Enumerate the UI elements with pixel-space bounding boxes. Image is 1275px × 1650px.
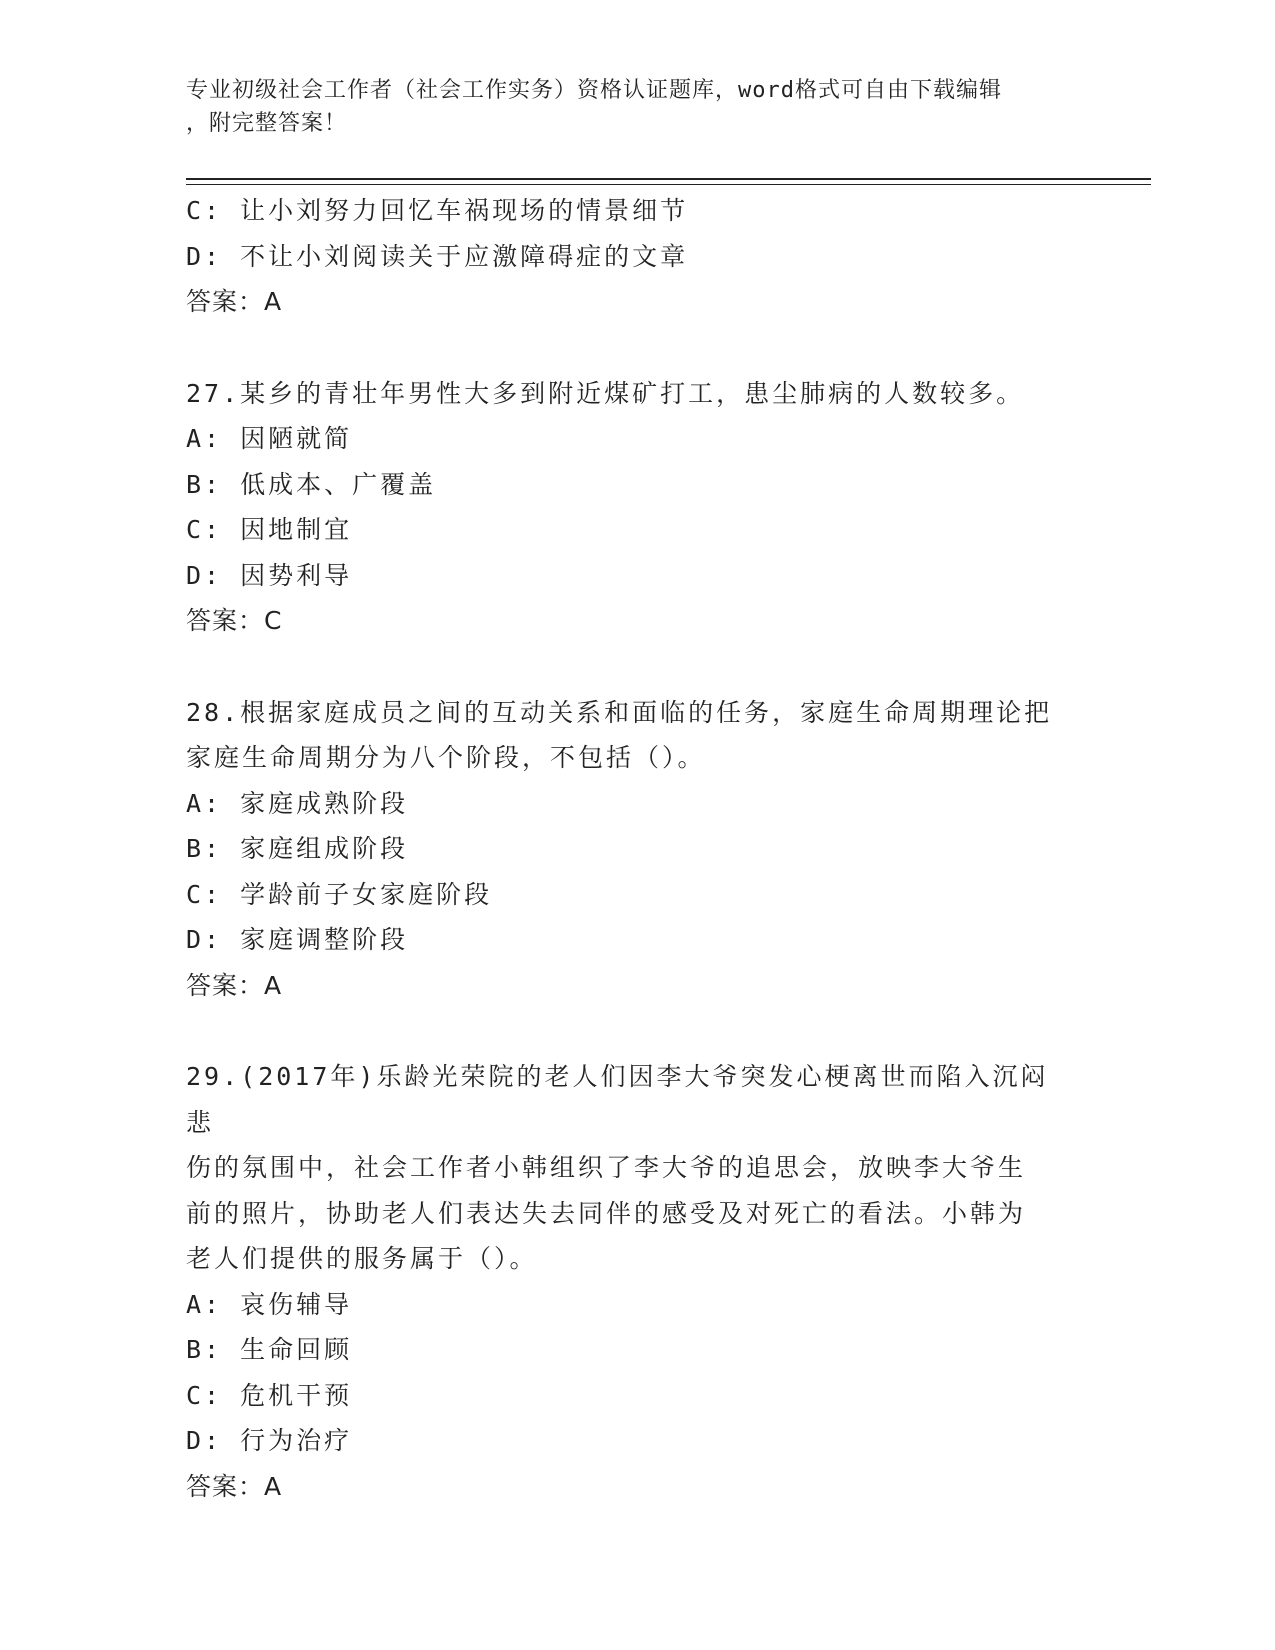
question-text-line-2: 家庭生命周期分为八个阶段，不包括（）。 [186,743,706,772]
header-line-1: 专业初级社会工作者（社会工作实务）资格认证题库，word格式可自由下载编辑 [186,78,1002,103]
question-text-line-1: 28.根据家庭成员之间的互动关系和面临的任务，家庭生命周期理论把 [186,697,1053,727]
option-c: C: 危机干预 [186,1380,353,1410]
option-a: A: 家庭成熟阶段 [186,788,409,818]
document-body [186,188,1086,1509]
option-d: D: 行为治疗 [186,1426,353,1455]
option-b: B: 家庭组成阶段 [186,834,409,863]
question-text: 27.某乡的青壮年男性大多到附近煤矿打工，患尘肺病的人数较多。 [186,378,1025,408]
answer-line: 答案：C [186,606,283,635]
previous-question-tail [186,188,1086,325]
header-rule-thin [186,184,1151,185]
answer-line: 答案：A [186,1471,283,1501]
option-a: A: 因陋就简 [186,424,353,453]
option-d: D: 因势利导 [186,560,353,590]
option-c: C: 因地制宜 [186,515,353,544]
option-d: D: 不让小刘阅读关于应激障碍症的文章 [186,241,689,271]
header-line-2: ，附完整答案！ [186,111,348,136]
document-header [186,74,1086,140]
option-c: C: 让小刘努力回忆车祸现场的情景细节 [186,196,689,225]
answer-line: 答案：A [186,970,283,1000]
question-29 [186,1054,1086,1509]
option-d: D: 家庭调整阶段 [186,925,409,954]
option-b: B: 低成本、广覆盖 [186,469,437,499]
question-text-line-1: 29.(2017年)乐龄光荣院的老人们因李大爷突发心梗离世而陷入沉闷悲 [186,1062,1049,1137]
question-text-line-3: 前的照片，协助老人们表达失去同伴的感受及对死亡的看法。小韩为 [186,1198,1027,1228]
answer-line: 答案：A [186,287,283,316]
question-text-line-4: 老人们提供的服务属于（）。 [186,1244,538,1273]
option-b: B: 生命回顾 [186,1335,353,1364]
question-text-line-2: 伤的氛围中，社会工作者小韩组织了李大爷的追思会，放映李大爷生 [186,1153,1027,1182]
option-a: A: 哀伤辅导 [186,1289,353,1319]
option-c: C: 学龄前子女家庭阶段 [186,879,493,909]
header-rule-thick [186,178,1151,180]
question-28 [186,690,1086,1009]
question-27 [186,371,1086,644]
